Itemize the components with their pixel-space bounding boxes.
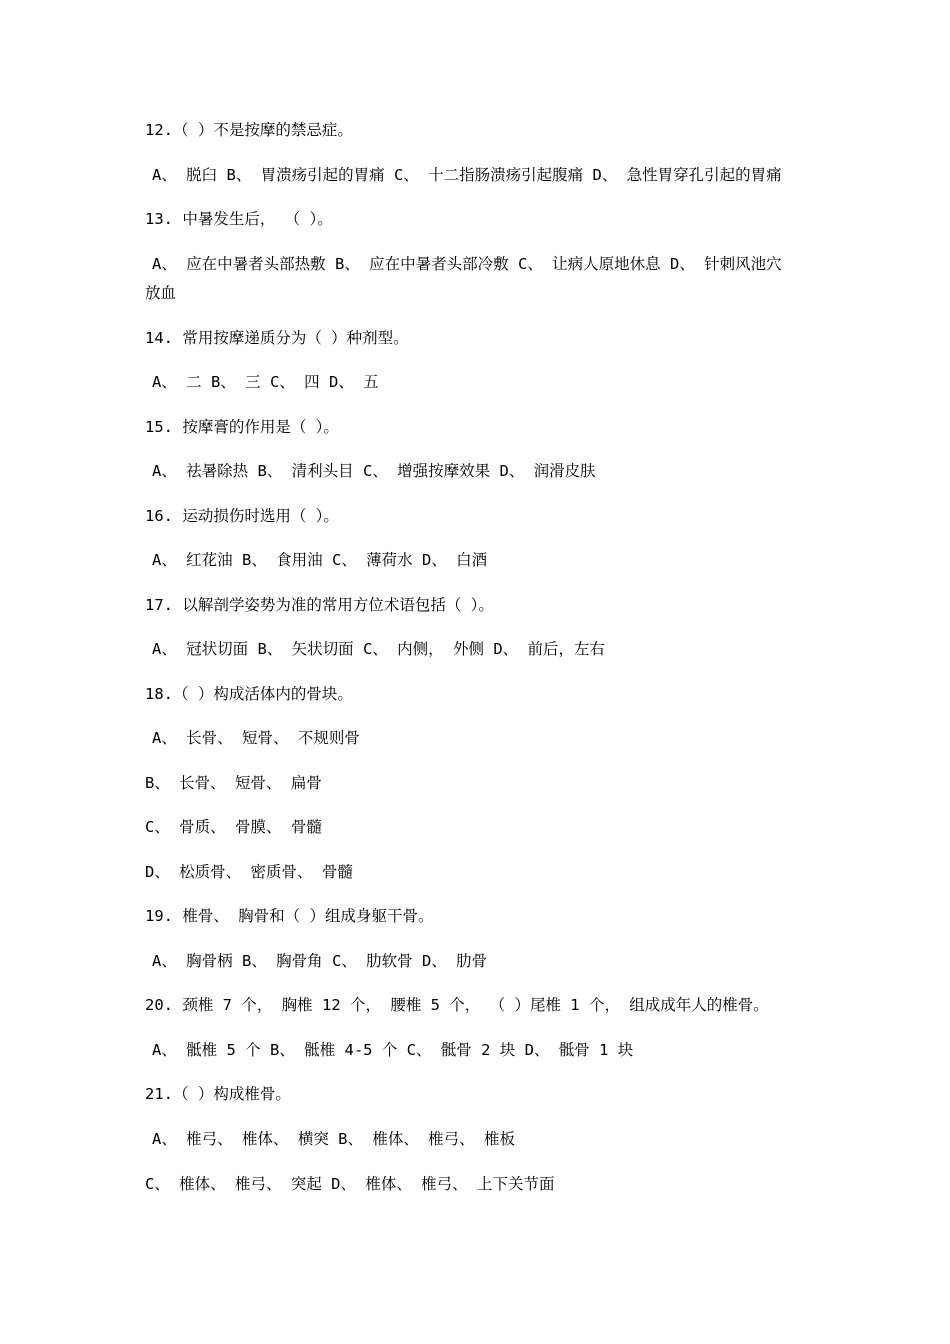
- options-21-cd: C、 椎体、 椎弓、 突起 D、 椎体、 椎弓、 上下关节面: [145, 1175, 555, 1193]
- options-14: A、 二 B、 三 C、 四 D、 五: [152, 373, 379, 391]
- question-18: 18.（ ）构成活体内的骨块。: [145, 685, 353, 703]
- options-20: A、 骶椎 5 个 B、 骶椎 4-5 个 C、 骶骨 2 块 D、 骶骨 1 块: [152, 1041, 634, 1059]
- question-13: 13. 中暑发生后， （ ）。: [145, 210, 333, 228]
- options-15: A、 祛暑除热 B、 清利头目 C、 增强按摩效果 D、 润滑皮肤: [152, 462, 596, 480]
- question-16: 16. 运动损伤时选用（ ）。: [145, 507, 339, 525]
- question-21: 21.（ ）构成椎骨。: [145, 1085, 291, 1103]
- options-17: A、 冠状切面 B、 矢状切面 C、 内侧， 外侧 D、 前后，左右: [152, 640, 605, 658]
- options-13: A、 应在中暑者头部热敷 B、 应在中暑者头部冷敷 C、 让病人原地休息 D、 针刺风池穴: [152, 255, 782, 273]
- options-16: A、 红花油 B、 食用油 C、 薄荷水 D、 白酒: [152, 551, 488, 569]
- options-21-ab: A、 椎弓、 椎体、 横突 B、 椎体、 椎弓、 椎板: [152, 1130, 515, 1148]
- options-12: A、 脱臼 B、 胃溃疡引起的胃痛 C、 十二指肠溃疡引起腹痛 D、 急性胃穿孔引起的胃痛: [152, 166, 782, 184]
- option-18-d: D、 松质骨、 密质骨、 骨髓: [145, 863, 353, 881]
- question-15: 15. 按摩膏的作用是（ ）。: [145, 418, 339, 436]
- option-18-c: C、 骨质、 骨膜、 骨髓: [145, 818, 322, 836]
- question-14: 14. 常用按摩递质分为（ ）种剂型。: [145, 329, 409, 347]
- option-18-b: B、 长骨、 短骨、 扁骨: [145, 774, 322, 792]
- options-13-continued: 放血: [145, 284, 177, 302]
- question-19: 19. 椎骨、 胸骨和（ ）组成身躯干骨。: [145, 907, 434, 925]
- question-12: 12.（ ）不是按摩的禁忌症。: [145, 121, 353, 139]
- options-19: A、 胸骨柄 B、 胸骨角 C、 肋软骨 D、 肋骨: [152, 952, 488, 970]
- option-18-a: A、 长骨、 短骨、 不规则骨: [152, 729, 360, 747]
- question-17: 17. 以解剖学姿势为准的常用方位术语包括（ ）。: [145, 596, 494, 614]
- question-20: 20. 颈椎 7 个， 胸椎 12 个， 腰椎 5 个， （ ）尾椎 1 个， 组成成年人的椎骨。: [145, 996, 769, 1014]
